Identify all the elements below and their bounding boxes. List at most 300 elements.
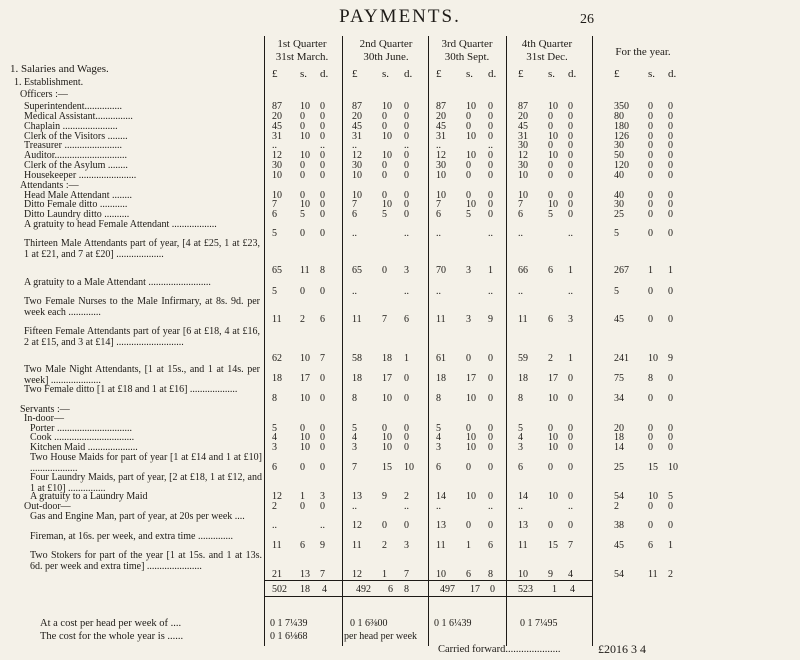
cell-q2-pence: 0 — [404, 520, 409, 531]
cell-yr-pounds: 25 — [614, 462, 624, 473]
cell-q3-pence: .. — [488, 228, 493, 239]
cell-q1-pounds: 62 — [272, 353, 282, 364]
cell-q2-pounds: 65 — [352, 265, 362, 276]
lsd-header-d: d. — [488, 68, 497, 80]
cell-q2-pence: 0 — [404, 373, 409, 384]
cell-q2-pounds: 8 — [352, 393, 357, 404]
cell-q4-shillings: 0 — [548, 462, 553, 473]
cell-q4-pence: 1 — [568, 265, 573, 276]
cell-q3-pounds: 11 — [436, 314, 446, 325]
cell-q4-pounds: .. — [518, 228, 523, 239]
label-two-female-ditto: Two Female ditto [1 at £18 and 1 at £16] ................... — [24, 384, 238, 395]
cell-q1-shillings: 0 — [300, 423, 305, 434]
label-ditto-laundry: Ditto Laundry ditto .......... — [24, 209, 130, 220]
lsd-header-s: s. — [648, 68, 656, 80]
cell-q1-shillings: 17 — [300, 373, 310, 384]
cell-q4-pounds: 11 — [518, 314, 528, 325]
cell-yr-pence: 0 — [668, 286, 673, 297]
cell-q2-shillings: 5 — [382, 209, 387, 220]
cell-q1-pence: 0 — [320, 121, 325, 132]
cell-yr-shillings: 0 — [648, 140, 653, 151]
cell-q2-pence: 0 — [404, 393, 409, 404]
cell-yr-pence: 0 — [668, 373, 673, 384]
cell-q3-pounds: 3 — [436, 442, 441, 453]
cell-q2-pence: 0 — [404, 150, 409, 161]
total-q1: 502 — [272, 584, 287, 595]
cell-q3-pounds: 5 — [436, 423, 441, 434]
cell-yr-shillings: 6 — [648, 540, 653, 551]
cell-q3-pounds: 6 — [436, 462, 441, 473]
cell-q4-shillings: 10 — [548, 491, 558, 502]
cell-q2-pounds: 3 — [352, 442, 357, 453]
cell-q4-pounds: 18 — [518, 373, 528, 384]
cell-q4-shillings: 10 — [548, 432, 558, 443]
label-auditor: Auditor............................. — [24, 150, 128, 161]
cell-q4-pounds: 5 — [518, 423, 523, 434]
cell-q4-pounds: 10 — [518, 569, 528, 580]
cell-q1-pounds: 3 — [272, 442, 277, 453]
cell-yr-pounds: 5 — [614, 286, 619, 297]
cell-q3-shillings: 10 — [466, 432, 476, 443]
cell-q3-pounds: 10 — [436, 569, 446, 580]
table-row — [0, 442, 800, 454]
cell-yr-shillings: 0 — [648, 393, 653, 404]
cell-q4-pence: 7 — [568, 540, 573, 551]
cell-q2-pounds: 30 — [352, 160, 362, 171]
cell-q3-shillings: 10 — [466, 442, 476, 453]
cell-q4-pence: 1 — [568, 353, 573, 364]
cell-q2-pounds: 45 — [352, 121, 362, 132]
cell-q4-shillings: 10 — [548, 393, 558, 404]
cell-q2-pounds: 87 — [352, 101, 362, 112]
cell-q2-pounds: 10 — [352, 190, 362, 201]
cell-yr-pounds: 54 — [614, 569, 624, 580]
cell-q2-shillings: 0 — [382, 265, 387, 276]
cell-q4-pounds: 59 — [518, 353, 528, 364]
cell-q1-pounds: 87 — [272, 101, 282, 112]
cell-q2-shillings: 0 — [382, 190, 387, 201]
cell-q2-pence: 0 — [404, 160, 409, 171]
cell-q2-pence: 0 — [404, 432, 409, 443]
cell-q1-pounds: 20 — [272, 111, 282, 122]
cell-q2-shillings: 10 — [382, 150, 392, 161]
cell-q1-pounds: 6 — [272, 209, 277, 220]
cell-q1-pounds: 12 — [272, 491, 282, 502]
cell-yr-shillings: 0 — [648, 170, 653, 181]
cell-yr-pence: 0 — [668, 314, 673, 325]
cell-q3-shillings: 10 — [466, 101, 476, 112]
cell-q1-shillings: 0 — [300, 170, 305, 181]
cell-yr-shillings: 0 — [648, 121, 653, 132]
cell-q1-pounds: .. — [272, 520, 277, 531]
cell-yr-pence: 0 — [668, 442, 673, 453]
cell-yr-pence: 0 — [668, 423, 673, 434]
cell-q3-shillings: 10 — [466, 393, 476, 404]
cell-q4-pence: 0 — [568, 111, 573, 122]
cell-q1-pence: 0 — [320, 432, 325, 443]
cell-yr-pounds: 50 — [614, 150, 624, 161]
label-fifteen: Fifteen Female Attendants part of year [6 at £18, 4 at £16, 2 at £15, and 3 at £14] ........................... — [24, 326, 260, 348]
cell-q1-pounds: 5 — [272, 423, 277, 434]
label-superintendent: Superintendent............... — [24, 101, 123, 112]
label-outdoor: Out-door— — [24, 501, 71, 512]
cell-q2-pence: 0 — [404, 111, 409, 122]
cell-q3-pounds: 10 — [436, 190, 446, 201]
cell-yr-pence: 9 — [668, 353, 673, 364]
cell-q4-pounds: .. — [518, 501, 523, 512]
lsd-header-pound: £ — [518, 68, 524, 80]
cell-q2-pounds: 13 — [352, 491, 362, 502]
lsd-header-s: s. — [382, 68, 390, 80]
cell-q1-shillings: 10 — [300, 199, 310, 210]
cell-q1-shillings: 0 — [300, 190, 305, 201]
cell-q1-pounds: 31 — [272, 131, 282, 142]
cell-q4-pounds: 7 — [518, 199, 523, 210]
cell-q2-pence: 7 — [404, 569, 409, 580]
cell-q4-pounds: 30 — [518, 160, 528, 171]
lsd-header-d: d. — [568, 68, 577, 80]
cell-q4-pence: 4 — [568, 569, 573, 580]
table-row — [0, 501, 800, 513]
cell-q4-shillings: 0 — [548, 160, 553, 171]
cell-q1-pence: 0 — [320, 131, 325, 142]
cell-q2-pounds: 18 — [352, 373, 362, 384]
cell-q1-pence: 0 — [320, 150, 325, 161]
cell-q4-pence: 3 — [568, 314, 573, 325]
cell-yr-pence: 0 — [668, 170, 673, 181]
cell-q3-shillings: 1 — [466, 540, 471, 551]
cell-yr-shillings: 0 — [648, 111, 653, 122]
cell-q1-shillings: 0 — [300, 160, 305, 171]
cell-q2-pounds: 6 — [352, 209, 357, 220]
cell-q1-pounds: 11 — [272, 540, 282, 551]
label-gratuity-male: A gratuity to a Male Attendant ......................... — [24, 277, 211, 288]
cell-yr-pence: 0 — [668, 131, 673, 142]
cell-q1-pence: 0 — [320, 170, 325, 181]
cell-q4-shillings: 5 — [548, 209, 553, 220]
cell-q1-pence: 0 — [320, 501, 325, 512]
cell-yr-pence: 0 — [668, 199, 673, 210]
cell-yr-pence: 0 — [668, 228, 673, 239]
cell-q1-pence: 0 — [320, 199, 325, 210]
cell-q1-pence: 3 — [320, 491, 325, 502]
cell-q4-pounds: 20 — [518, 111, 528, 122]
table-row — [0, 209, 800, 221]
cell-q2-pounds: 12 — [352, 150, 362, 161]
total-q1-s: 18 — [300, 584, 310, 595]
cell-q4-shillings: 10 — [548, 101, 558, 112]
column-header-q4: 4th Quarter 31st Dec. — [521, 38, 573, 63]
cell-yr-shillings: 10 — [648, 353, 658, 364]
cell-q2-pence: 10 — [404, 462, 414, 473]
cell-q3-pence: 0 — [488, 432, 493, 443]
label-two-male-night: Two Male Night Attendants, [1 at 15s., and 1 at 14s. per week] .................... — [24, 364, 260, 386]
cell-q3-pence: 0 — [488, 209, 493, 220]
cell-q1-shillings: 0 — [300, 462, 305, 473]
cell-q4-pence: 0 — [568, 160, 573, 171]
cell-q1-pence: 0 — [320, 160, 325, 171]
cell-q2-shillings: 10 — [382, 131, 392, 142]
cell-q3-pounds: 31 — [436, 131, 446, 142]
cell-q2-pence: 0 — [404, 131, 409, 142]
cell-q2-pence: 0 — [404, 101, 409, 112]
total-q2: 492 — [356, 584, 371, 595]
cell-q3-pence: 0 — [488, 423, 493, 434]
cell-q2-shillings: 0 — [382, 520, 387, 531]
cell-q2-shillings: 10 — [382, 199, 392, 210]
cell-q1-pence: 0 — [320, 286, 325, 297]
cell-q2-pounds: 20 — [352, 111, 362, 122]
cell-q3-pounds: .. — [436, 286, 441, 297]
cell-yr-shillings: 0 — [648, 501, 653, 512]
table-row — [0, 520, 800, 532]
cell-q3-pence: 0 — [488, 121, 493, 132]
cell-q2-shillings: 10 — [382, 393, 392, 404]
label-head-male: Head Male Attendant ........ — [24, 190, 133, 201]
cell-yr-pence: 0 — [668, 160, 673, 171]
cell-q2-pounds: 5 — [352, 423, 357, 434]
cell-q3-pence: 0 — [488, 111, 493, 122]
page-title: PAYMENTS. — [339, 6, 461, 27]
lsd-header-pound: £ — [352, 68, 358, 80]
cell-yr-shillings: 0 — [648, 160, 653, 171]
cell-q4-shillings: 15 — [548, 540, 558, 551]
cell-q4-pounds: 6 — [518, 462, 523, 473]
cell-q3-pounds: 87 — [436, 101, 446, 112]
cell-q1-pounds: 2 — [272, 501, 277, 512]
cell-q1-pence: 0 — [320, 190, 325, 201]
cell-q3-shillings: 0 — [466, 462, 471, 473]
cell-q4-pence: 0 — [568, 101, 573, 112]
cell-q3-pence: 0 — [488, 373, 493, 384]
column-header-q1: 1st Quarter 31st March. — [275, 38, 329, 63]
cell-yr-shillings: 0 — [648, 209, 653, 220]
cell-yr-pounds: 38 — [614, 520, 624, 531]
cell-q1-pence: 0 — [320, 101, 325, 112]
cell-q1-pence: 0 — [320, 442, 325, 453]
label-two-female: Two Female Nurses to the Male Infirmary, at 8s. 9d. per week each ............. — [24, 296, 260, 318]
cell-q1-shillings: 11 — [300, 265, 310, 276]
table-row — [0, 353, 800, 365]
cell-q2-shillings: 15 — [382, 462, 392, 473]
cell-yr-shillings: 0 — [648, 314, 653, 325]
cell-yr-shillings: 15 — [648, 462, 658, 473]
cost-per-week-label: At a cost per head per week of .... — [40, 618, 182, 629]
table-row — [0, 228, 800, 240]
cell-q4-pounds: 10 — [518, 170, 528, 181]
cell-q4-pounds: 31 — [518, 131, 528, 142]
total-q3-d: 0 — [490, 584, 495, 595]
cell-q3-shillings: 0 — [466, 160, 471, 171]
total-q1-d: 4 — [322, 584, 327, 595]
cell-q4-shillings: 10 — [548, 131, 558, 142]
cell-q2-pence: 2 — [404, 491, 409, 502]
cell-q3-pounds: 10 — [436, 170, 446, 181]
cost-week-q1: 0 1 7¼39 — [270, 618, 308, 629]
cell-q2-pounds: 31 — [352, 131, 362, 142]
cell-yr-shillings: 0 — [648, 199, 653, 210]
totals-row — [0, 584, 800, 596]
cell-q2-pence: 0 — [404, 209, 409, 220]
cell-q3-pounds: 18 — [436, 373, 446, 384]
cell-q3-shillings: 0 — [466, 121, 471, 132]
cell-q1-pounds: 10 — [272, 170, 282, 181]
table-row — [0, 540, 800, 552]
cell-q1-shillings: 10 — [300, 353, 310, 364]
cell-q1-shillings: 10 — [300, 101, 310, 112]
carried-forward: Carried forward..................... — [438, 644, 561, 655]
cell-q1-pence: 0 — [320, 228, 325, 239]
cell-q1-pounds: .. — [272, 140, 277, 151]
cell-q4-shillings: 0 — [548, 170, 553, 181]
cell-yr-pence: 0 — [668, 501, 673, 512]
cell-q3-pence: 0 — [488, 199, 493, 210]
cost-year-label: The cost for the whole year is ...... — [40, 631, 184, 642]
cell-q3-pounds: 61 — [436, 353, 446, 364]
cell-q1-pounds: 45 — [272, 121, 282, 132]
label-chaplain: Chaplain ...................... — [24, 121, 118, 132]
cell-q1-pounds: 7 — [272, 199, 277, 210]
cell-q2-pence: 0 — [404, 199, 409, 210]
cell-q4-shillings: 0 — [548, 121, 553, 132]
cell-q3-pounds: 70 — [436, 265, 446, 276]
cell-q4-shillings: 0 — [548, 111, 553, 122]
cell-q2-pounds: .. — [352, 140, 357, 151]
cell-q1-shillings: 0 — [300, 228, 305, 239]
cell-q1-pence: 8 — [320, 265, 325, 276]
cell-q2-pounds: 11 — [352, 314, 362, 325]
cell-q3-pounds: 45 — [436, 121, 446, 132]
cell-q2-pence: 3 — [404, 540, 409, 551]
cell-yr-pence: 0 — [668, 432, 673, 443]
cell-yr-pounds: 267 — [614, 265, 629, 276]
cell-q1-pence: 0 — [320, 209, 325, 220]
cell-q2-pounds: 10 — [352, 170, 362, 181]
lsd-header-s: s. — [548, 68, 556, 80]
table-row — [0, 393, 800, 405]
cell-yr-pounds: 45 — [614, 540, 624, 551]
cell-yr-shillings: 0 — [648, 286, 653, 297]
total-q2-s: 6 — [388, 584, 393, 595]
cell-q3-pounds: 4 — [436, 432, 441, 443]
cell-yr-pounds: 40 — [614, 170, 624, 181]
cell-q4-shillings: 10 — [548, 199, 558, 210]
cell-q3-shillings: 10 — [466, 150, 476, 161]
cell-q3-pounds: 14 — [436, 491, 446, 502]
cell-q2-shillings: 2 — [382, 540, 387, 551]
cell-yr-pence: 0 — [668, 520, 673, 531]
cell-q3-pounds: 8 — [436, 393, 441, 404]
cell-q2-shillings: 1 — [382, 569, 387, 580]
cell-q4-pounds: 14 — [518, 491, 528, 502]
cell-q2-pounds: 58 — [352, 353, 362, 364]
cell-q2-shillings: 18 — [382, 353, 392, 364]
page-number: 26 — [580, 12, 594, 27]
column-header-q2: 2nd Quarter 30th June. — [359, 38, 413, 63]
table-row — [0, 569, 800, 581]
cell-q3-pence: 0 — [488, 160, 493, 171]
cell-q1-shillings: 5 — [300, 209, 305, 220]
cell-q3-pence: 0 — [488, 442, 493, 453]
cell-q4-pence: 0 — [568, 170, 573, 181]
lsd-header-s: s. — [466, 68, 474, 80]
label-kitchen-maid: Kitchen Maid .................... — [30, 442, 138, 453]
cell-q2-shillings: 0 — [382, 423, 387, 434]
cell-yr-pounds: 30 — [614, 140, 624, 151]
label-treasurer: Treasurer ....................... — [24, 140, 122, 151]
cell-q1-shillings: 0 — [300, 501, 305, 512]
cell-q2-shillings: 0 — [382, 170, 387, 181]
cell-q4-pounds: 66 — [518, 265, 528, 276]
cell-yr-shillings: 0 — [648, 520, 653, 531]
label-thirteen: Thirteen Male Attendants part of year, [4 at £25, 1 at £23, 1 at £21, and 7 at £20] ................... — [24, 238, 260, 260]
cell-q4-pence: 0 — [568, 150, 573, 161]
cell-q2-pence: 0 — [404, 423, 409, 434]
cell-q2-shillings: 7 — [382, 314, 387, 325]
cell-yr-pounds: 14 — [614, 442, 624, 453]
cell-q2-pounds: 4 — [352, 432, 357, 443]
cell-q3-pence: 0 — [488, 131, 493, 142]
cell-q1-pounds: 5 — [272, 286, 277, 297]
lsd-header-pound: £ — [436, 68, 442, 80]
cell-q4-shillings: 0 — [548, 520, 553, 531]
cell-yr-pence: 0 — [668, 140, 673, 151]
label-clerk-visitors: Clerk of the Visitors ........ — [24, 131, 128, 142]
table-row — [0, 286, 800, 298]
cell-q1-shillings: 0 — [300, 111, 305, 122]
cell-q3-pence: 0 — [488, 520, 493, 531]
cell-q2-pounds: 12 — [352, 569, 362, 580]
cell-yr-pence: 1 — [668, 540, 673, 551]
cell-q4-shillings: 0 — [548, 423, 553, 434]
cell-q1-pounds: 6 — [272, 462, 277, 473]
label-medical: Medical Assistant............... — [24, 111, 133, 122]
cell-q2-pence: .. — [404, 140, 409, 151]
cell-yr-pounds: 241 — [614, 353, 629, 364]
cell-yr-shillings: 0 — [648, 442, 653, 453]
cell-q3-shillings: 3 — [466, 265, 471, 276]
total-q4-d: 4 — [570, 584, 575, 595]
cell-yr-pence: 5 — [668, 491, 673, 502]
grand-total: £2016 3 4 — [598, 642, 646, 656]
cell-yr-shillings: 0 — [648, 101, 653, 112]
cell-q2-pounds: .. — [352, 501, 357, 512]
cell-yr-pounds: 20 — [614, 423, 624, 434]
label-cook: Cook ................................ — [30, 432, 135, 443]
cell-yr-pounds: 5 — [614, 228, 619, 239]
cell-q4-shillings: 10 — [548, 150, 558, 161]
cell-q1-pence: .. — [320, 520, 325, 531]
cell-q1-pence: 0 — [320, 462, 325, 473]
cell-q2-pence: 6 — [404, 314, 409, 325]
cell-q4-pence: 0 — [568, 423, 573, 434]
cell-q1-pence: 7 — [320, 569, 325, 580]
cell-yr-pence: 1 — [668, 265, 673, 276]
label-four-laundry: Four Laundry Maids, part of year, [2 at £18, 1 at £12, and 1 at £10] ............... — [30, 472, 262, 494]
cell-q3-pence: 0 — [488, 353, 493, 364]
cell-q4-pence: .. — [568, 228, 573, 239]
lsd-header-d: d. — [404, 68, 413, 80]
total-q4-s: 1 — [552, 584, 557, 595]
total-q3-s: 17 — [470, 584, 480, 595]
lsd-header-d: d. — [320, 68, 329, 80]
cell-q4-shillings: 10 — [548, 442, 558, 453]
cell-q4-pence: 0 — [568, 190, 573, 201]
cell-yr-pence: 0 — [668, 150, 673, 161]
totals-rule-bottom — [264, 596, 592, 597]
label-servants: Servants :— — [20, 404, 70, 415]
cell-q4-pence: 0 — [568, 393, 573, 404]
